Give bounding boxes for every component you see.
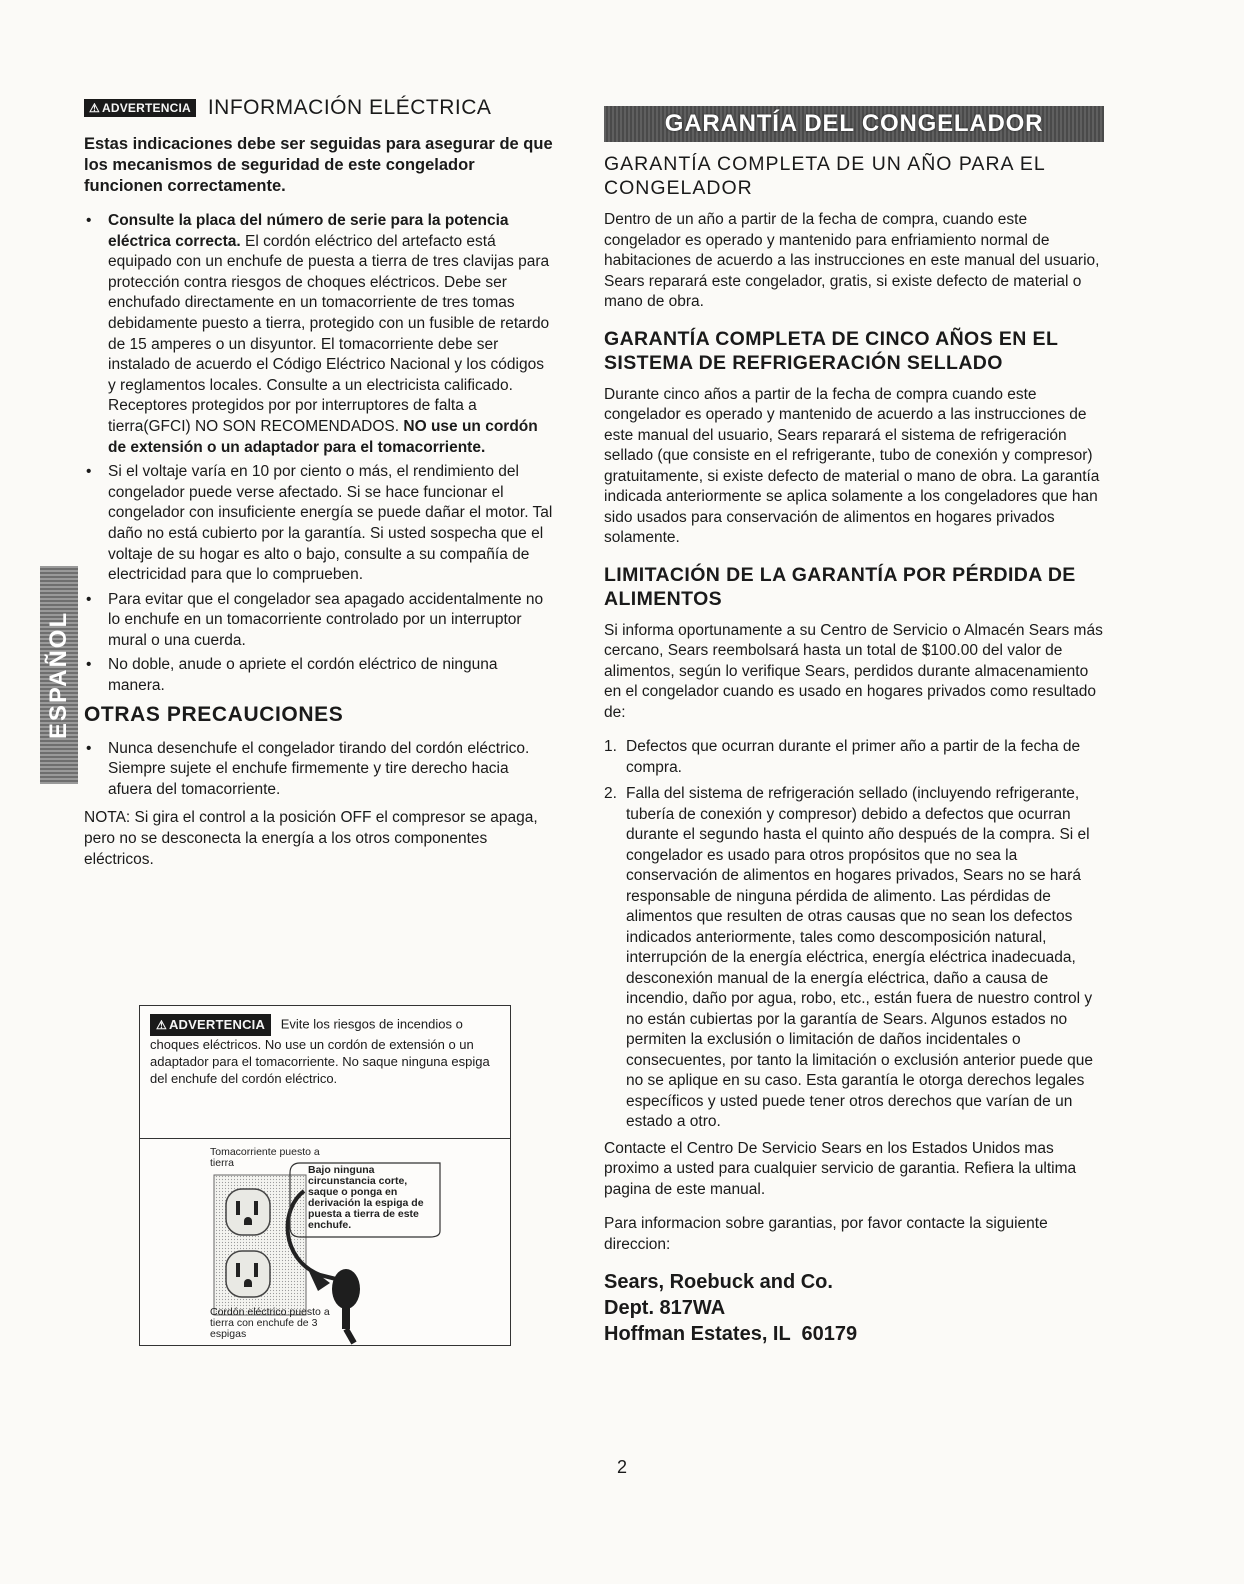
five-year-text: Durante cinco años a partir de la fecha de compra cuando este congelador es operado y mantenido de acuerdo a las instrucciones de este manual del usuario, Sears reparará el sistema de refrigeración sellado (que consiste en el refrigerante, tubo de conexión y compresor) gratuitamente, si existe defecto de material o mano de obra. La garantía indicada anteriormente se aplica solamente a los congeladores que han sido usados para conservación de alimentos en hogares privados solamente.	[604, 385, 1100, 546]
cord-label: Cordón eléctrico puesto a tierra con enchufe de 3 espigas	[210, 1306, 330, 1340]
five-year-title: GARANTÍA COMPLETA DE CINCO AÑOS EN EL SISTEMA DE REFRIGERACIÓN SELLADO	[604, 327, 1058, 374]
address-line-1: Sears, Roebuck and Co.	[604, 1271, 833, 1293]
electrical-info-heading	[84, 96, 554, 120]
bullet-unplug: • Nunca desenchufe el congelador tirando del cordón eléctrico. Siempre sujete el enchufe firmemente y tire derecho hacia afuera del tomacorriente.	[84, 739, 554, 801]
outlet-illustration	[140, 1139, 510, 1345]
warning-triangle-icon: ⚠	[156, 1018, 167, 1032]
warning-badge: ⚠ ADVERTENCIA	[84, 99, 196, 117]
intro-text: Estas indicaciones debe ser seguidas para asegurar de que los mecanismos de seguridad de este congelador funcionen correctamente.	[84, 135, 553, 195]
food-loss-text: Si informa oportunamente a su Centro de Servicio o Almacén Sears más cercano, Sears reembolsará hasta un total de $100.00 del valor de alimentos, según lo verifique Sears, perdidos durante almacenamiento en el congelador cuando es usado en hogares privados como resultado de:	[604, 621, 1103, 721]
info-text: Para informacion sobre garantias, por favor contacte la siguiente direccion:	[604, 1215, 1048, 1253]
right-column	[604, 106, 1104, 1347]
language-side-tab: ESPAÑOL	[40, 566, 78, 784]
address-line-2: Dept. 817WA	[604, 1297, 726, 1319]
one-year-title: GARANTÍA COMPLETA DE UN AÑO PARA EL CONGELADOR	[604, 153, 1045, 199]
food-loss-list	[604, 737, 1104, 1133]
list-item: 2. Falla del sistema de refrigeración sellado (incluyendo refrigerante, tubería de conexión y compresor) debido a defectos que ocurran durante el segundo hasta el quinto año después de la compra. Si el congelador es usado para otros propósitos que no sea la conservación de alimentos en hogares privados, Sears no se hará responsable de ninguna pérdida de alimento. Las pérdidas de alimentos que resulten de otras causas que no sean los defectos indicados anteriormente, tales como descomposición natural, interrupción de la energía eléctrica, energía eléctrica inadecuada, desconexión manual de la energía eléctrica, daño a causa de incendio, daño por agua, robo, etc., están fuera de nuestro control y no están cubiertas por la garantía de Sears. Algunos estados no permiten la exclusión o limitación de daños incidentales o consecuentes, por tanto la limitación o exclusión anterior puede que no se aplique en su caso. Esta garantía le otorga derechos legales específicos y usted puede tener otros derechos que varían de un estado a otro.	[604, 785, 1094, 1130]
electrical-bullets	[84, 211, 554, 697]
outlet-label: Tomacorriente puesto a tierra	[210, 1146, 320, 1169]
contact-text: Contacte el Centro De Servicio Sears en los Estados Unidos mas proximo a usted para cualquier servicio de garantia. Refiera la ultima pagina de este manual.	[604, 1139, 1077, 1198]
address-block	[604, 1269, 1104, 1347]
callout-text: Bajo ninguna circunstancia corte, saque o ponga en derivación la espiga de puesta a tierra de este enchufe.	[308, 1164, 424, 1231]
warning-box-text: ⚠ ADVERTENCIA Evite los riesgos de incendios o choques eléctricos. No use un cordón de extensión o un adaptador para el tomacorriente. No saque ninguna espiga del enchufe del cordón eléctrico.	[140, 1006, 510, 1139]
page-number: 2	[616, 1457, 627, 1477]
food-loss-title: LIMITACIÓN DE LA GARANTÍA POR PÉRDIDA DE ALIMENTOS	[604, 563, 1076, 610]
other-bullets	[84, 739, 554, 801]
warning-triangle-icon: ⚠	[89, 101, 100, 115]
bullet-serial-plate: • Consulte la placa del número de serie para la potencia eléctrica correcta. El cordón eléctrico del artefacto está equipado con un enchufe de puesta a tierra de tres clavijas para protección contra riesgos de choques eléctricos. Debe ser enchufado directamente en un tomacorriente de tres tomas debidamente puesto a tierra, protegido con un fusible de retardo de 15 amperes o un disyuntor. El tomacorriente debe ser instalado de acuerdo el Código Eléctrico Nacional y los códigos y reglamentos locales. Consulte a un electricista calificado. Receptores protegidos por por interruptores de falta a tierra(GFCI) NO SON RECOMENDADOS. NO use un cordón de extensión o un adaptador para el tomacorriente.	[84, 211, 554, 458]
list-item: 1. Defectos que ocurran durante el primer año a partir de la fecha de compra.	[604, 738, 1081, 776]
electrical-info-title: INFORMACIÓN ELÉCTRICA	[207, 96, 492, 119]
bullet-voltage: • Si el voltaje varía en 10 por ciento o más, el rendimiento del congelador puede verse afectado. Si se hace funcionar el congelador con insuficiente energía se puede dañar el motor. Tal daño no está cubierto por la garantía. Si usted sospecha que el voltaje de su hogar es alto o bajo, consulte a su compañía de electricidad para que lo comprueben.	[84, 462, 554, 586]
bullet-switch: • Para evitar que el congelador sea apagado accidentalmente no lo enchufe en un tomacorriente controlado por un interruptor mural o una cuerda.	[84, 590, 554, 652]
one-year-text: Dentro de un año a partir de la fecha de compra, cuando este congelador es operado y mantenido para enfriamiento normal de habitaciones de acuerdo a las instrucciones en este manual del usuario, Sears reparará este congelador, gratis, si existe defecto de material o mano de obra.	[604, 211, 1100, 310]
bullet-cord: • No doble, anude o apriete el cordón eléctrico de ninguna manera.	[84, 655, 554, 696]
left-column	[84, 96, 554, 870]
address-line-3: Hoffman Estates, IL 60179	[604, 1323, 858, 1345]
note: NOTA: Si gira el control a la posición OFF el compresor se apaga, pero no se desconecta la energía a los otros componentes eléctricos.	[84, 809, 538, 868]
warning-box	[139, 1005, 511, 1346]
warning-box-badge: ⚠ ADVERTENCIA	[150, 1014, 271, 1036]
other-precautions-title: OTRAS PRECAUCIONES	[84, 702, 344, 726]
warranty-banner: GARANTÍA DEL CONGELADOR	[604, 106, 1104, 142]
